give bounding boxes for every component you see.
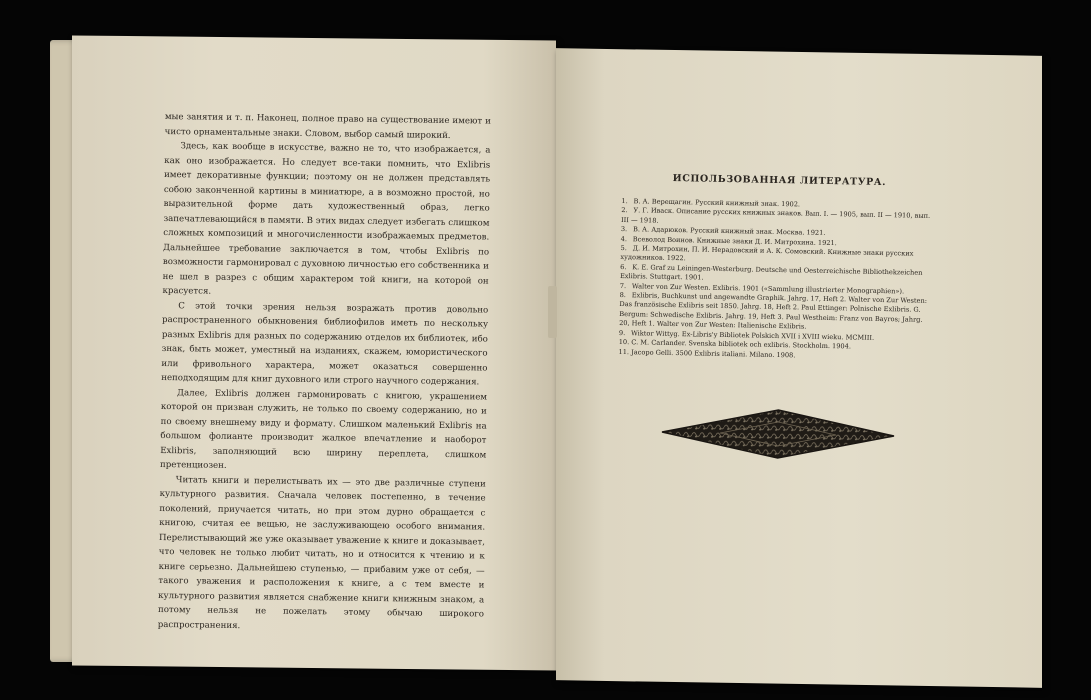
reference-item: 5. Д. И. Митрохин, П. И. Нерадовский и А. К. Сомовский. Книжные знаки русских художников. 1922.: [620, 244, 914, 263]
reference-item: 7. Walter von Zur Westen. Exlibris. 1901 («Sammlung illustrierter Monographien»).: [619, 281, 905, 296]
reference-item: 10. C. M. Carlander. Svenska bibliotek och exlibris. Stockholm. 1904.: [618, 338, 852, 351]
right-page: [556, 48, 1042, 688]
reference-item: 11. Jacopo Gelli. 3500 Exlibris italiani. Milano. 1908.: [618, 347, 796, 359]
paragraph: С этой точки зрения нельзя возражать против довольно распространенного обыкновения библиофилов иметь по нескольку разных Exlibris для разных по содержанию отделов их библиотек, ибо знак, быть может, уместный на изданиях, скажем, юмористического или фривольного характера, может оказаться совершенно неподходящим для книг духовного или строго научного содержания.: [161, 300, 489, 388]
reference-item: 2. У. Г. Иваск. Описание русских книжных знаков. Вып. I. — 1905, вып. II — 1910, вып. III — 1918.: [621, 206, 931, 225]
paragraph: мые занятия и т. п. Наконец, полное право на существование имеют и чисто орнаментальные знаки. Словом, выбор самый широкий.: [164, 111, 491, 141]
reference-item: 8. Exlibris, Buchkunst und angewandte Graphik. Jahrg. 17, Heft 2. Walter von Zur Westen: Das französische Exlibris seit 1850. Jahrg. 18, Heft 2. Paul Ettinger: Polnische Exlibris. G. Bergum: Schwedische Exlibris. Jahrg. 19, Heft 3. Paul Westheim: Franz von Bayros; Jahrg. 20, Heft 1. Walter von Zur Westen: Italienische Exlibris.: [619, 291, 928, 331]
reference-item: 1. В. А. Верещагин. Русский книжный знак. 1902.: [621, 196, 801, 209]
bibliography-heading: ИСПОЛЬЗОВАННАЯ ЛИТЕРАТУРА.: [672, 172, 887, 189]
reference-item: 4. Всеволод Воинов. Книжные знаки Д. И. Митрохина. 1921.: [620, 234, 837, 247]
reference-item: 9. Wiktor Wittyg. Ex-Libris'y Bibliotek Polskich XVII i XVIII wieku. MCMIII.: [618, 328, 875, 342]
reference-list: [618, 197, 936, 363]
reference-item: 6. K. E. Graf zu Leiningen-Westerburg. Deutsche und Oesterreichische Bibliothekzeichen Exlibris. Stuttgart. 1901.: [619, 262, 923, 282]
reference-item: 3. В. А. Адарюков. Русский книжный знак. Москва. 1921.: [620, 225, 826, 238]
bibliography: [618, 172, 936, 363]
paragraph: Читать книги и перелистывать их — это две различные ступени культурного развития. Сначала человек постепенно, в течение поколений, приучается читать, но при этом дурно обращается с книгою, считая ее вещью, не заслуживающею особого внимания. Перелистывающий же уже оказывает уважение к книге и доказывает, что человек не только любит читать, но и относится к чтению и к книге серьезно. Дальнейшею ступенью, — прибавим уже от себя, — такого уважения и расположения к книге, а с тем вместе и культурного развития является снабжение книги книжным знаком, а потому нельзя не пожелать этому обычаю широкого распространения.: [157, 474, 486, 631]
binding-thread: [548, 286, 557, 338]
left-page-text: [158, 110, 491, 637]
paragraph: Здесь, как вообще в искусстве, важно не то, что изображается, а как оно изображается. Но следует все-таки помнить, что Exlibris имеет декоративные функции; поэтому он не должен представлять собою законченной картины в миниатюре, а в возможно простой, но выразительной форме дать художественный образ, легко запечатлевающийся в памяти. В этих видах следует избегать слишком сложных композиций и многочисленности изображаемых предметов. Дальнейшее требование заключается в том, чтобы Exlibris по возможности гармонировал с духовною личностью его собственника и не шел в разрез с общим характером той книги, на которой он красуется.: [162, 141, 491, 297]
paragraph: Далее, Exlibris должен гармонировать с книгою, украшением которой он призван служить, не только по своему содержанию, но и по своему внешнему виду и формату. Слишком маленький Exlibris на большом фолианте производит жалкое впечатление и наоборот Exlibris, заполняющий всю ширину переплета, слишком претенциозен.: [159, 387, 488, 471]
diamond-ornament-icon: [660, 406, 897, 462]
